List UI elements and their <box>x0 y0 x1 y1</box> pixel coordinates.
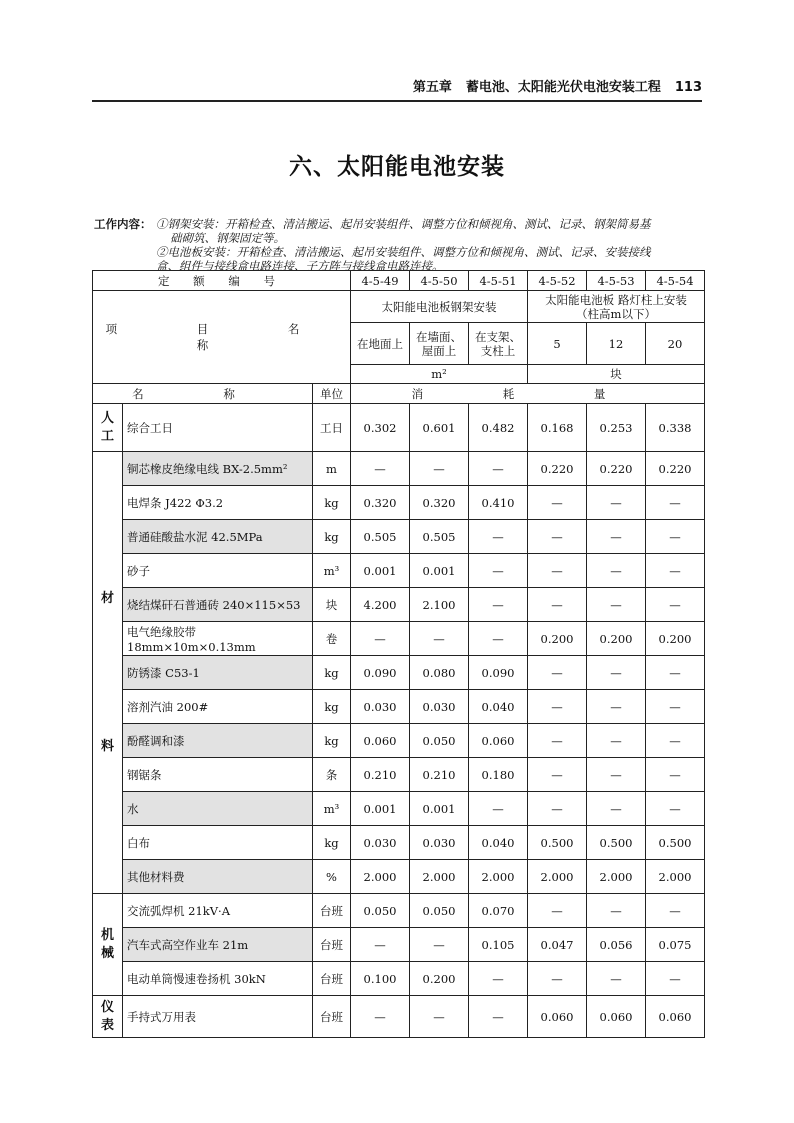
consumption-value: — <box>528 894 587 928</box>
consumption-value: 0.060 <box>587 996 646 1038</box>
consumption-value: 0.210 <box>410 758 469 792</box>
table-row <box>93 894 705 928</box>
chapter-title: 蓄电池、太阳能光伏电池安装工程 <box>465 80 661 95</box>
consumption-value: 0.500 <box>646 826 705 860</box>
table-row <box>93 486 705 520</box>
quota-code: 4-5-50 <box>410 271 469 291</box>
item-name: 溶剂汽油 200# <box>123 690 313 724</box>
consumption-value: — <box>351 996 410 1038</box>
consumption-value: 0.505 <box>410 520 469 554</box>
table-row <box>93 962 705 996</box>
consumption-value: — <box>587 962 646 996</box>
sub-column-header: 5 <box>528 323 587 365</box>
item-unit: kg <box>313 826 351 860</box>
consumption-value: 0.060 <box>351 724 410 758</box>
consumption-value: — <box>587 520 646 554</box>
consumption-value: 0.060 <box>528 996 587 1038</box>
group-title-row <box>93 291 705 323</box>
consumption-value: — <box>587 554 646 588</box>
consumption-value: 0.050 <box>410 724 469 758</box>
consumption-value: 0.500 <box>528 826 587 860</box>
category-machine: 机 械 <box>93 894 123 996</box>
consumption-value: — <box>528 520 587 554</box>
consumption-value: 0.050 <box>351 894 410 928</box>
work-content-line: ②电池板安装：开箱检查、清洁搬运、起吊安装组件、调整方位和倾视角、测试、记录、安装接线 <box>156 245 651 259</box>
item-name: 防锈漆 C53-1 <box>123 656 313 690</box>
consumption-value: 0.056 <box>587 928 646 962</box>
sub-column-header: 在墙面、 屋面上 <box>410 323 469 365</box>
consumption-value: — <box>351 622 410 656</box>
item-name: 交流弧焊机 21kV·A <box>123 894 313 928</box>
item-name: 综合工日 <box>123 404 313 452</box>
consumption-value: 2.000 <box>528 860 587 894</box>
consumption-value: — <box>528 656 587 690</box>
consumption-value: 0.040 <box>469 690 528 724</box>
consumption-value: — <box>646 894 705 928</box>
item-unit: kg <box>313 486 351 520</box>
running-head <box>92 74 702 102</box>
consumption-value: — <box>469 962 528 996</box>
consumption-value: 0.320 <box>351 486 410 520</box>
quota-code: 4-5-53 <box>587 271 646 291</box>
consumption-value: — <box>646 690 705 724</box>
item-unit: kg <box>313 690 351 724</box>
item-name: 烧结煤矸石普通砖 240×115×53 <box>123 588 313 622</box>
consumption-value: 0.253 <box>587 404 646 452</box>
work-content-item-steel-frame <box>156 217 706 245</box>
table-row <box>93 554 705 588</box>
item-name: 汽车式高空作业车 21m <box>123 928 313 962</box>
group2-title <box>528 291 705 323</box>
category-labor: 人 工 <box>93 404 123 452</box>
consumption-value: — <box>469 452 528 486</box>
consumption-value: — <box>410 452 469 486</box>
consumption-value: — <box>587 758 646 792</box>
quota-code: 4-5-49 <box>351 271 410 291</box>
consumption-value: — <box>469 996 528 1038</box>
item-unit: m³ <box>313 554 351 588</box>
consumption-value: 0.001 <box>351 792 410 826</box>
col-name-header: 名 称 <box>93 384 313 404</box>
item-unit: % <box>313 860 351 894</box>
consumption-value: 0.200 <box>410 962 469 996</box>
consumption-value: — <box>351 928 410 962</box>
item-name: 水 <box>123 792 313 826</box>
quota-code: 4-5-52 <box>528 271 587 291</box>
consumption-value: 0.601 <box>410 404 469 452</box>
consumption-value: — <box>587 486 646 520</box>
consumption-value: — <box>646 962 705 996</box>
item-name: 酚醛调和漆 <box>123 724 313 758</box>
consumption-value: 0.080 <box>410 656 469 690</box>
group2-title-line: （柱高m以下） <box>576 306 656 321</box>
consumption-value: 0.040 <box>469 826 528 860</box>
item-unit: 台班 <box>313 894 351 928</box>
consumption-value: — <box>469 588 528 622</box>
item-name: 电气绝缘胶带 18mm×10m×0.13mm <box>123 622 313 656</box>
work-content-line: 盒、组件与接线盒电路连接、子方阵与接线盒电路连接。 <box>156 259 444 273</box>
consumption-value: — <box>469 622 528 656</box>
group1-title: 太阳能电池板钢架安装 <box>351 291 528 323</box>
consumption-value: 0.210 <box>351 758 410 792</box>
table-row <box>93 588 705 622</box>
unit-group1: m² <box>351 365 528 384</box>
table-row <box>93 996 705 1038</box>
table-row <box>93 520 705 554</box>
consumption-value: 0.030 <box>410 826 469 860</box>
consumption-value: 0.030 <box>351 826 410 860</box>
work-content-line: ①钢架安装：开箱检查、清洁搬运、起吊安装组件、调整方位和倾视角、测试、记录、钢架简易基 <box>156 217 651 231</box>
section-title: 六、太阳能电池安装 <box>289 154 505 180</box>
consumption-value: — <box>469 554 528 588</box>
table-row <box>93 792 705 826</box>
table-row <box>93 928 705 962</box>
group2-title-line: 太阳能电池板 路灯柱上安装 <box>545 292 687 307</box>
consumption-value: — <box>528 588 587 622</box>
consumption-value: 2.000 <box>410 860 469 894</box>
consumption-value: 0.030 <box>351 690 410 724</box>
consumption-value: 0.180 <box>469 758 528 792</box>
consumption-value: — <box>587 588 646 622</box>
consumption-value: — <box>587 656 646 690</box>
consumption-value: — <box>469 792 528 826</box>
consumption-value: — <box>587 724 646 758</box>
item-unit: kg <box>313 656 351 690</box>
consumption-value: 0.050 <box>410 894 469 928</box>
table-row <box>93 622 705 656</box>
quota-code: 4-5-51 <box>469 271 528 291</box>
sub-column-header: 20 <box>646 323 705 365</box>
consumption-value: 2.000 <box>587 860 646 894</box>
table-row <box>93 758 705 792</box>
consumption-value: 0.410 <box>469 486 528 520</box>
item-name: 手持式万用表 <box>123 996 313 1038</box>
consumption-value: — <box>469 520 528 554</box>
item-name: 电动单筒慢速卷扬机 30kN <box>123 962 313 996</box>
page-number: 113 <box>674 80 702 95</box>
consumption-value: — <box>528 792 587 826</box>
item-unit: m³ <box>313 792 351 826</box>
consumption-value: 0.090 <box>351 656 410 690</box>
table-row <box>93 656 705 690</box>
consumption-value: 0.060 <box>469 724 528 758</box>
consumption-value: 0.168 <box>528 404 587 452</box>
item-name: 白布 <box>123 826 313 860</box>
table-row <box>93 404 705 452</box>
consumption-value: — <box>646 588 705 622</box>
table-row <box>93 452 705 486</box>
consumption-value: 0.200 <box>587 622 646 656</box>
unit-group2: 块 <box>528 365 705 384</box>
consumption-value: — <box>528 724 587 758</box>
item-unit: 卷 <box>313 622 351 656</box>
consumption-value: 0.505 <box>351 520 410 554</box>
sub-column-header: 12 <box>587 323 646 365</box>
item-unit: m <box>313 452 351 486</box>
item-unit: 台班 <box>313 996 351 1038</box>
consumption-value: 0.220 <box>528 452 587 486</box>
item-name: 普通硅酸盐水泥 42.5MPa <box>123 520 313 554</box>
consumption-value: — <box>587 894 646 928</box>
quota-code-row <box>93 271 705 291</box>
consumption-value: 0.100 <box>351 962 410 996</box>
consumption-value: 0.338 <box>646 404 705 452</box>
item-unit: kg <box>313 520 351 554</box>
col-consumption-header: 消 耗 量 <box>351 384 705 404</box>
consumption-value: 0.090 <box>469 656 528 690</box>
consumption-value: — <box>587 690 646 724</box>
consumption-value: 0.500 <box>587 826 646 860</box>
consumption-value: — <box>646 792 705 826</box>
consumption-value: — <box>410 622 469 656</box>
consumption-value: 0.200 <box>646 622 705 656</box>
consumption-value: 0.302 <box>351 404 410 452</box>
item-name: 其他材料费 <box>123 860 313 894</box>
item-unit: 台班 <box>313 962 351 996</box>
item-unit: kg <box>313 724 351 758</box>
consumption-value: 0.220 <box>646 452 705 486</box>
consumption-value: 0.001 <box>410 554 469 588</box>
consumption-value: 0.001 <box>351 554 410 588</box>
consumption-value: 0.001 <box>410 792 469 826</box>
item-unit: 块 <box>313 588 351 622</box>
quota-code-label: 定 额 编 号 <box>93 271 351 291</box>
col-unit-header: 单位 <box>313 384 351 404</box>
consumption-value: — <box>351 452 410 486</box>
consumption-value: 4.200 <box>351 588 410 622</box>
sub-column-header: 在支架、 支柱上 <box>469 323 528 365</box>
running-head-text <box>399 76 702 95</box>
quota-table <box>92 270 705 1038</box>
consumption-value: — <box>410 996 469 1038</box>
consumption-value: — <box>528 690 587 724</box>
consumption-value: 0.047 <box>528 928 587 962</box>
consumption-value: — <box>646 520 705 554</box>
chapter-label: 第五章 <box>412 80 452 95</box>
item-unit: 台班 <box>313 928 351 962</box>
consumption-value: 0.220 <box>587 452 646 486</box>
consumption-value: — <box>646 554 705 588</box>
item-unit: 工日 <box>313 404 351 452</box>
consumption-value: — <box>646 758 705 792</box>
consumption-value: 0.070 <box>469 894 528 928</box>
item-unit: 条 <box>313 758 351 792</box>
item-name-label: 项 目 名 称 <box>93 291 351 384</box>
item-name: 钢锯条 <box>123 758 313 792</box>
item-name: 砂子 <box>123 554 313 588</box>
consumption-value: — <box>528 554 587 588</box>
consumption-value: 0.320 <box>410 486 469 520</box>
consumption-value: 0.105 <box>469 928 528 962</box>
consumption-value: — <box>646 486 705 520</box>
consumption-value: 2.100 <box>410 588 469 622</box>
consumption-value: — <box>528 486 587 520</box>
consumption-value: 0.060 <box>646 996 705 1038</box>
work-content-item-panel <box>156 245 706 273</box>
quota-code: 4-5-54 <box>646 271 705 291</box>
consumption-value: — <box>646 656 705 690</box>
consumption-value: 2.000 <box>351 860 410 894</box>
table-row <box>93 860 705 894</box>
consumption-value: 0.200 <box>528 622 587 656</box>
category-material: 材 料 <box>93 452 123 894</box>
table-row <box>93 724 705 758</box>
consumption-value: 0.030 <box>410 690 469 724</box>
consumption-value: — <box>528 758 587 792</box>
item-name: 电焊条 J422 Φ3.2 <box>123 486 313 520</box>
category-instrument: 仪 表 <box>93 996 123 1038</box>
consumption-value: 2.000 <box>646 860 705 894</box>
consumption-value: 2.000 <box>469 860 528 894</box>
consumption-value: 0.482 <box>469 404 528 452</box>
consumption-value: 0.075 <box>646 928 705 962</box>
consumption-value: — <box>587 792 646 826</box>
item-name: 铜芯橡皮绝缘电线 BX-2.5mm² <box>123 452 313 486</box>
consumption-value: — <box>528 962 587 996</box>
column-header-row <box>93 384 705 404</box>
work-content-line: 础砌筑、钢架固定等。 <box>170 231 285 245</box>
table-row <box>93 826 705 860</box>
consumption-value: — <box>410 928 469 962</box>
work-content-label: 工作内容： <box>94 217 152 231</box>
consumption-value: — <box>646 724 705 758</box>
sub-column-header: 在地面上 <box>351 323 410 365</box>
table-row <box>93 690 705 724</box>
